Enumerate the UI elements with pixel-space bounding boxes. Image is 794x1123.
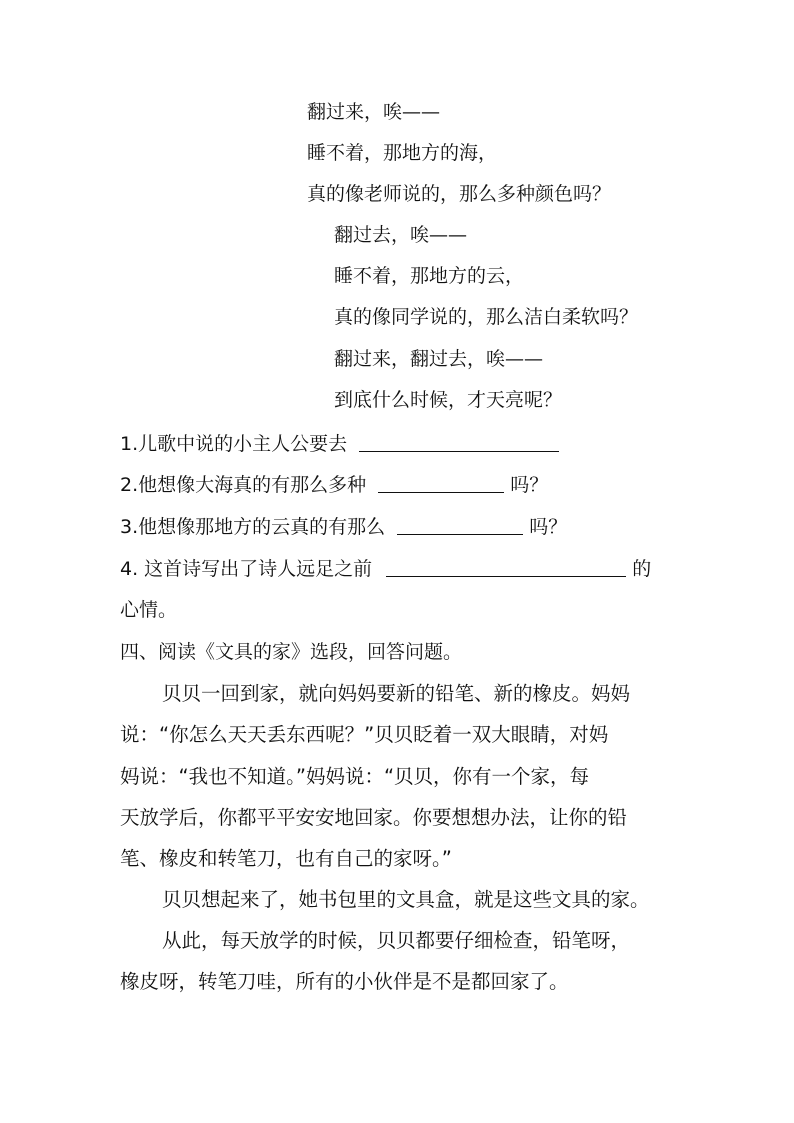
poem-line-8: 到底什么时候，才天亮呢？ (334, 389, 563, 411)
question-1-text: 1.儿歌中说的小主人公要去 (120, 433, 348, 455)
poem-line-4: 翻过去，唉—— (334, 224, 468, 246)
question-1-blank[interactable] (359, 433, 559, 452)
poem-line-5: 睡不着，那地方的云， (334, 265, 525, 287)
poem-line-6: 真的像同学说的，那么洁白柔软吗？ (334, 306, 639, 328)
question-3-text: 3.他想像那地方的云真的有那么 (120, 516, 386, 538)
question-1 (120, 432, 559, 456)
poem-line-7: 翻过来，翻过去，唉—— (334, 348, 544, 370)
paragraph-line-4: 天放学后，你都平平安安地回家。你要想想办法，让你的铅 (120, 806, 628, 829)
question-2 (120, 473, 548, 497)
paragraph-line-5: 笔、橡皮和转笔刀，也有自己的家呀。” (120, 847, 452, 870)
question-4 (120, 557, 651, 581)
paragraph-line-3: 妈说：“我也不知道。”妈妈说：“贝贝，你有一个家，每 (120, 765, 590, 788)
paragraph-line-7: 从此，每天放学的时候，贝贝都要仔细检查，铅笔呀， (162, 929, 631, 952)
poem-line-3: 真的像老师说的，那么多种颜色吗？ (307, 183, 612, 205)
question-3 (120, 515, 567, 539)
paragraph-line-1: 贝贝一回到家，就向妈妈要新的铅笔、新的橡皮。妈妈 (162, 682, 631, 705)
poem-line-2: 睡不着，那地方的海， (307, 142, 498, 164)
paragraph-line-2: 说：“你怎么天天丢东西呢？”贝贝眨着一双大眼睛，对妈 (120, 723, 609, 746)
question-2-suffix: 吗？ (510, 474, 549, 496)
poem-line-1: 翻过来，唉—— (307, 101, 441, 123)
question-4-blank[interactable] (386, 558, 626, 577)
paragraph-line-8: 橡皮呀，转笔刀哇，所有的小伙伴是不是都回家了。 (120, 970, 569, 993)
question-2-text: 2.他想像大海真的有那么多种 (120, 474, 367, 496)
question-4-text: 4. 这首诗写出了诗人远足之前 (120, 558, 373, 580)
question-3-suffix: 吗？ (529, 516, 568, 538)
question-3-blank[interactable] (397, 516, 523, 535)
question-2-blank[interactable] (378, 474, 504, 493)
question-4-suffix: 的 (632, 558, 652, 580)
question-4-continuation: 心情。 (120, 599, 178, 621)
paragraph-line-6: 贝贝想起来了，她书包里的文具盒，就是这些文具的家。 (162, 888, 650, 911)
section-4-heading: 四、阅读《文具的家》选段，回答问题。 (120, 641, 463, 663)
